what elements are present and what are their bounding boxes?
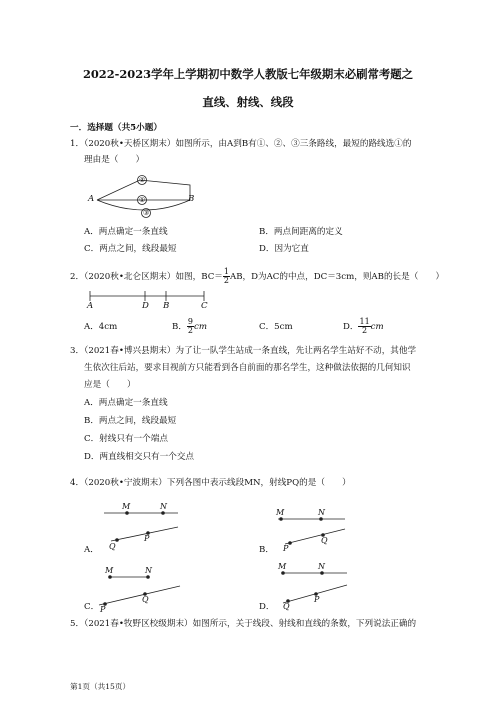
q3-stem-line3: 应是（ ） (84, 380, 136, 390)
q4-option-d-label: D． (259, 602, 275, 612)
q4b-label-m: M (276, 508, 285, 517)
q4-figure-a (104, 512, 178, 542)
q4d-label-n: N (318, 562, 325, 571)
q2-option-b-frac (187, 318, 194, 335)
q4d-label-m: M (278, 562, 287, 571)
q1-label-1: ① (139, 196, 146, 204)
q2-label-c: C (201, 301, 208, 311)
q2-stem (70, 268, 444, 285)
q2-option-d (343, 318, 384, 335)
q5-stem: 5．（2021春•牧野区校级期末）如图所示，关于线段、射线和直线的条数，下列说法正确的 (70, 619, 417, 629)
doc-title-line2: 直线、射线、线段 (202, 95, 294, 109)
q3-stem-line1: 3．（2021春•博兴县期末）为了让一队学生站成一条直线，先让两名学生站好不动，其他学 (70, 346, 417, 356)
q4c-label-n: N (145, 566, 152, 575)
q2-option-b-den: 2 (187, 326, 194, 335)
q1-label-a: A (88, 194, 95, 204)
section-header: 一．选择题（共5小题） (70, 123, 162, 133)
q2-option-b-num: 9 (187, 317, 194, 326)
q2-frac-num: 1 (223, 267, 229, 276)
q4-option-c-label: C． (84, 602, 100, 612)
q3-option-c: C．射线只有一个端点 (84, 434, 168, 444)
q4c-label-q: Q (142, 595, 149, 604)
q4b-label-q: Q (321, 536, 328, 545)
q4b-label-n: N (318, 508, 325, 517)
q1-option-d: D．因为它直 (259, 244, 309, 254)
q2-label-b: B (163, 301, 170, 311)
q2-option-b (172, 318, 207, 335)
doc-title-line1: 2022-2023学年上学期初中数学人教版七年级期末必刷常考题之 (82, 67, 414, 81)
q2-option-d-den: 2 (362, 326, 368, 335)
q4c-label-p: P (100, 605, 106, 614)
q3-option-a: A．两点确定一条直线 (84, 398, 168, 408)
q2-option-d-unit: cm (370, 322, 384, 332)
q2-stem-pre: 2．（2020秋•北仑区期末）如图，BC＝ (70, 272, 223, 282)
q2-figure (90, 291, 204, 301)
q2-label-d: D (142, 301, 149, 311)
q3-stem-line2: 生依次往后站，要求目视前方只能看到各自前面的那名学生，这种做法依据的几何知识 (84, 363, 411, 373)
q1-label-b: B (188, 194, 195, 204)
q2-fraction (223, 268, 230, 285)
q4-option-b-label: B． (259, 545, 274, 555)
q3-option-b: B．两点之间，线段最短 (84, 416, 177, 426)
q4b-label-p: P (283, 544, 289, 553)
q1-option-a: A．两点确定一条直线 (84, 227, 168, 237)
q1-stem-line1: 1．（2020秋•天桥区期末）如图所示，由A到B有①、②、③三条路线，最短的路线选①的 (70, 139, 412, 149)
q4-figure-c (99, 576, 180, 606)
q1-label-3: ③ (143, 209, 150, 217)
q4d-label-p: P (314, 595, 320, 604)
q3-option-d: D．两直线相交只有一个交点 (84, 452, 195, 462)
q2-stem-post: AB，D为AC的中点，DC＝3cm，则AB的长是（ ） (229, 272, 445, 282)
q4a-label-p: P (144, 534, 150, 543)
q4d-label-q: Q (283, 602, 290, 611)
q2-option-c: C．5cm (259, 322, 293, 332)
q2-label-a: A (87, 301, 94, 311)
q4a-label-q: Q (109, 542, 116, 551)
q4-figure-b (278, 518, 345, 545)
page-footer: 第1页（共15页） (70, 682, 131, 691)
q4-option-a-label: A． (84, 545, 99, 555)
q4a-label-m: M (122, 502, 131, 511)
q1-stem-line2: 理由是（ ） (84, 155, 145, 165)
q1-option-b: B．两点间距离的定义 (259, 227, 343, 237)
q2-option-b-unit: cm (194, 322, 207, 332)
q2-option-d-label: D． (343, 322, 359, 332)
q2-option-d-num: 11 (359, 317, 370, 326)
q1-label-2: ② (139, 176, 146, 184)
q4-stem: 4．（2020秋•宁波期末）下列各图中表示线段MN，射线PQ的是（ ） (70, 478, 351, 488)
q2-option-a: A．4cm (84, 322, 118, 332)
q4a-label-n: N (160, 502, 167, 511)
q1-option-c: C．两点之间，线段最短 (84, 244, 177, 254)
q2-frac-den: 2 (223, 276, 229, 285)
q2-option-b-label: B． (172, 322, 187, 332)
q4c-label-m: M (105, 566, 114, 575)
q2-option-d-frac (358, 318, 370, 335)
